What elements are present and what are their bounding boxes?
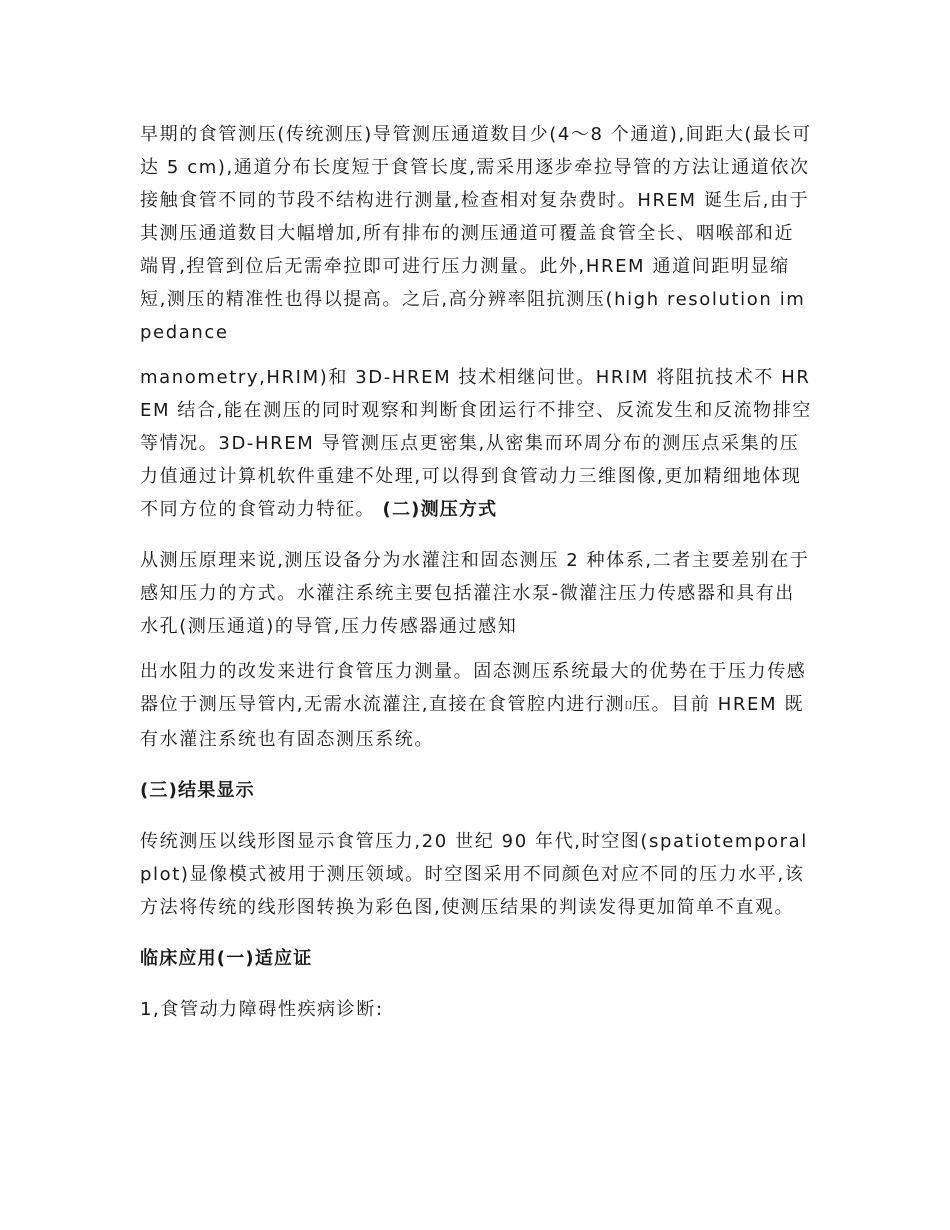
paragraph-measure-principle [140,544,812,643]
paragraph-text: 传统测压以线形图显示食管压力,20 世纪 90 年代,时空图(spatiotemporal plot)显像模式被用于测压领域。时空图采用不同颜色对应不同的压力水平,该方法将传统的线形图转换为彩色图,使测压结果的判读发得更加简单不直观。 [140,831,808,918]
list-item-indication [140,993,812,1026]
paragraph-spatiotemporal [140,825,812,924]
paragraph-solid-state [140,655,812,756]
section-heading-result-display: (三)结果显示 [140,780,255,801]
paragraph-text: 压。目前 HREM 既有水灌注系统也有固态测压系统。 [140,694,805,750]
paragraph-traditional-manometry [140,118,812,349]
document-body [140,118,812,1026]
paragraph-text: 1,食管动力障碍性疾病诊断: [140,999,384,1020]
section-heading-clinical: 临床应用(一)适应证 [140,948,313,969]
paragraph-hrim-3d [140,361,812,526]
paragraph-text: 出水阻力的改发来进行食管压力测量。固态测压系统最大的优势在于压力传感器位于测压导管内,无需水流灌注,直接在食管腔内进行测 [140,661,807,715]
paragraph-text: 从测压原理来说,测压设备分为水灌注和固态测压 2 种体系,二者主要差别在于感知压力的方式。水灌注系统主要包括灌注水泵-微灌注压力传感器和具有出水孔(测压通道)的导管,压力传感器通过感知 [140,550,810,637]
reference-marker: [] [625,701,633,711]
paragraph-text: 早期的食管测压(传统测压)导管测压通道数目少(4～8 个通道),间距大(最长可达 5 cm),通道分布长度短于食管长度,需采用逐步牵拉导管的方法让通道依次接触食管不同的节段不结构进行测量,检查相对复杂费时。HREM 诞生后,由于其测压通道数目大幅增加,所有排布的测压通道可覆盖食管全长、咽喉部和近端胃,揑管到位后无需牵拉即可进行压力测量。此外,HREM 通道间距明显缩短,测压的精准性也得以提高。之后,高分辨率阻抗测压(high resolution impedance [140,124,812,343]
paragraph-text: manometry,HRIM)和 3D-HREM 技术相继问世。HRIM 将阻抗技术不 HREM 结合,能在测压的同时观察和判断食团运行不排空、反流发生和反流物排空等情况。3D-HREM 导管测压点更密集,从密集而环周分布的测压点采集的压力值通过计算机软件重建不处理,可以得到食管动力三维图像,更加精细地体现不同方位的食管动力特征。 [140,367,812,520]
section-heading-measure-method: (二)测压方式 [382,499,498,520]
